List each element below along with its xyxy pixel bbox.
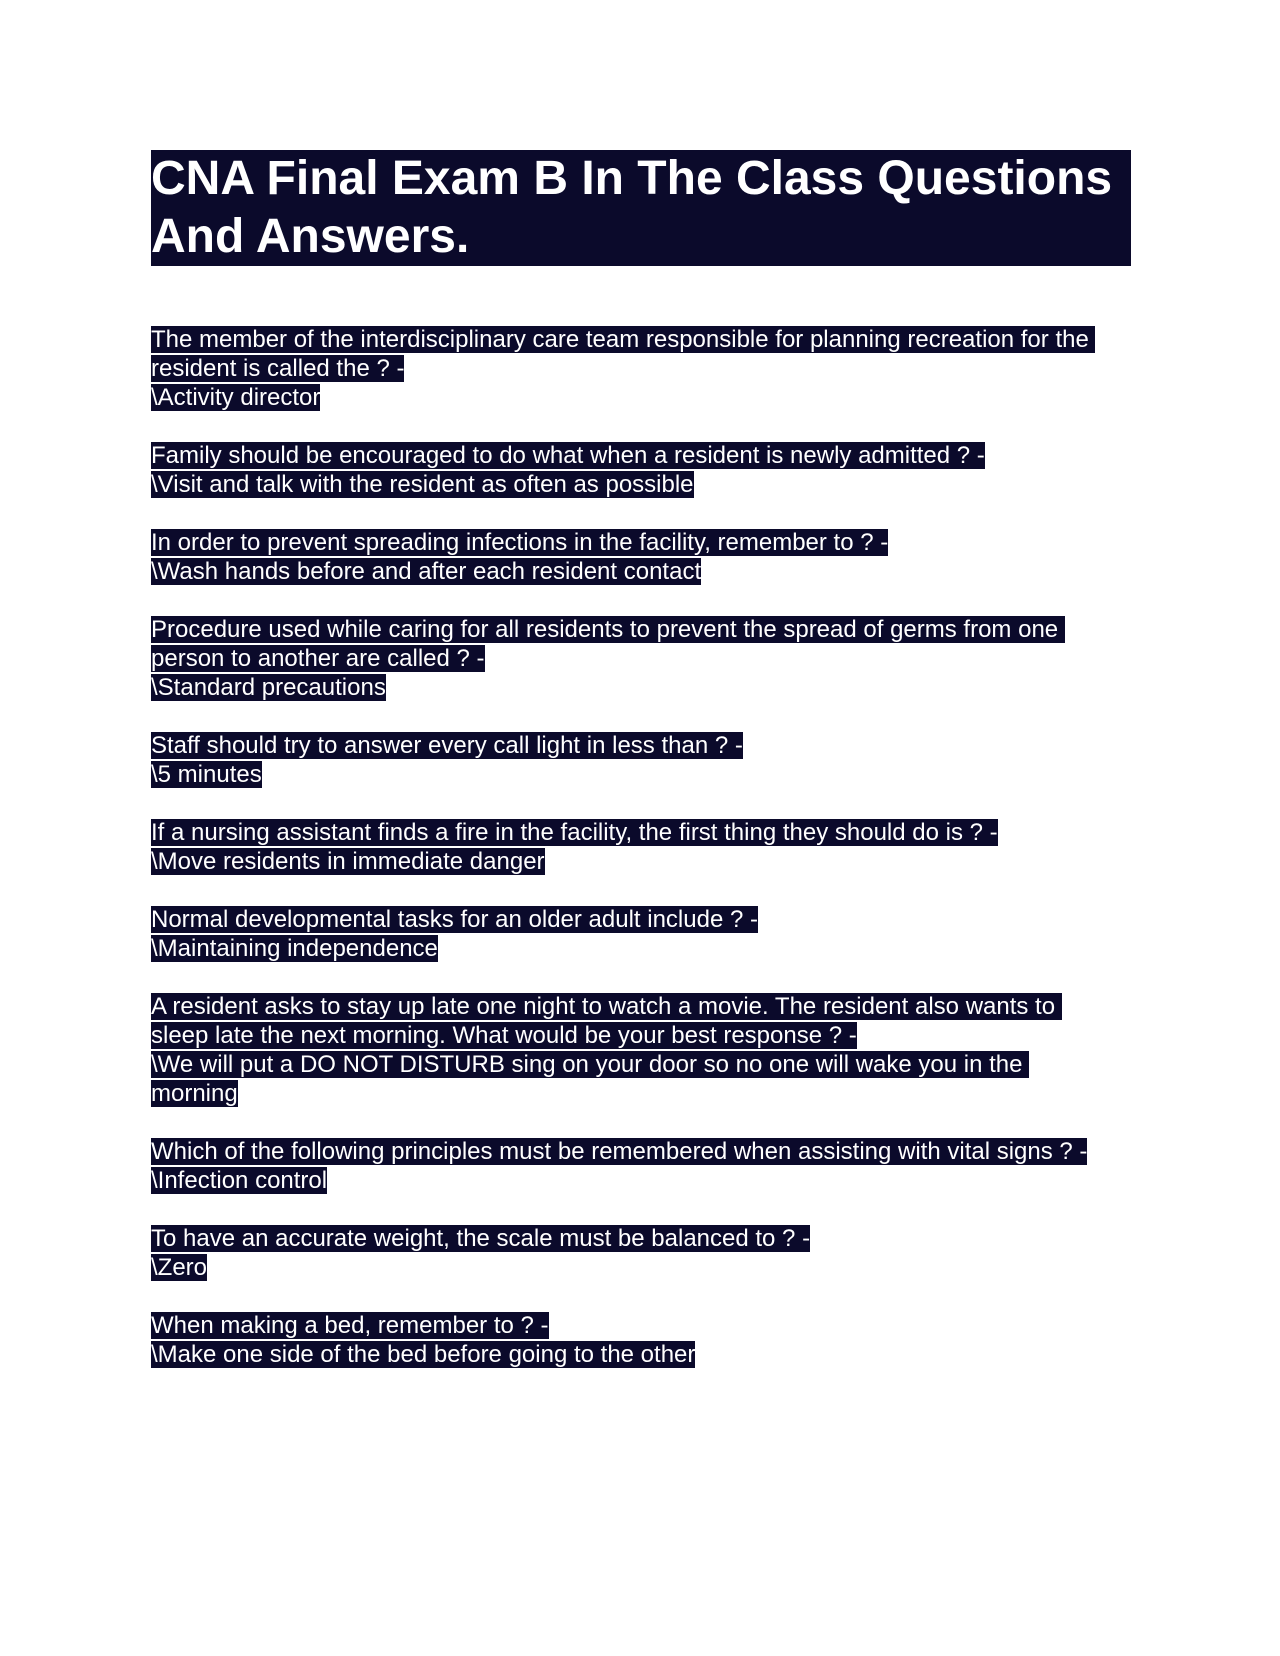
question-text: Which of the following principles must be remembered when assisting with vital signs ? - <box>151 1138 1088 1165</box>
qa-item <box>151 731 1111 789</box>
question-text: To have an accurate weight, the scale must be balanced to ? - <box>151 1225 811 1252</box>
qa-list <box>151 325 1131 1369</box>
qa-item <box>151 992 1111 1108</box>
question-text: The member of the interdisciplinary care team responsible for planning recreation for the resident is called the ? - <box>151 326 1096 382</box>
answer-text: \Maintaining independence <box>151 935 438 962</box>
question-text: In order to prevent spreading infections in the facility, remember to ? - <box>151 529 889 556</box>
question-text: A resident asks to stay up late one night to watch a movie. The resident also wants to sleep late the next morning. What would be your best response ? - <box>151 993 1062 1049</box>
qa-item <box>151 1311 1111 1369</box>
qa-item <box>151 528 1111 586</box>
qa-item <box>151 615 1111 702</box>
question-text: Staff should try to answer every call light in less than ? - <box>151 732 743 759</box>
qa-item <box>151 441 1111 499</box>
answer-text: \Activity director <box>151 384 321 411</box>
document-title: CNA Final Exam B In The Class Questions And Answers. <box>151 150 1131 266</box>
qa-item <box>151 325 1111 412</box>
question-text: When making a bed, remember to ? - <box>151 1312 549 1339</box>
question-text: Family should be encouraged to do what when a resident is newly admitted ? - <box>151 442 985 469</box>
qa-item <box>151 1137 1111 1195</box>
answer-text: \We will put a DO NOT DISTURB sing on your door so no one will wake you in the morning <box>151 1051 1030 1107</box>
answer-text: \Infection control <box>151 1167 328 1194</box>
answer-text: \Standard precautions <box>151 674 386 701</box>
question-text: If a nursing assistant finds a fire in the facility, the first thing they should do is ? - <box>151 819 998 846</box>
qa-item <box>151 905 1111 963</box>
answer-text: \Make one side of the bed before going to the other <box>151 1341 696 1368</box>
question-text: Normal developmental tasks for an older adult include ? - <box>151 906 758 933</box>
answer-text: \Zero <box>151 1254 208 1281</box>
question-text: Procedure used while caring for all residents to prevent the spread of germs from one person to another are called ? - <box>151 616 1065 672</box>
answer-text: \Move residents in immediate danger <box>151 848 545 875</box>
qa-item <box>151 818 1111 876</box>
qa-item <box>151 1224 1111 1282</box>
answer-text: \Wash hands before and after each resident contact <box>151 558 702 585</box>
answer-text: \Visit and talk with the resident as often as possible <box>151 471 694 498</box>
document-page <box>151 150 1131 1398</box>
answer-text: \5 minutes <box>151 761 262 788</box>
